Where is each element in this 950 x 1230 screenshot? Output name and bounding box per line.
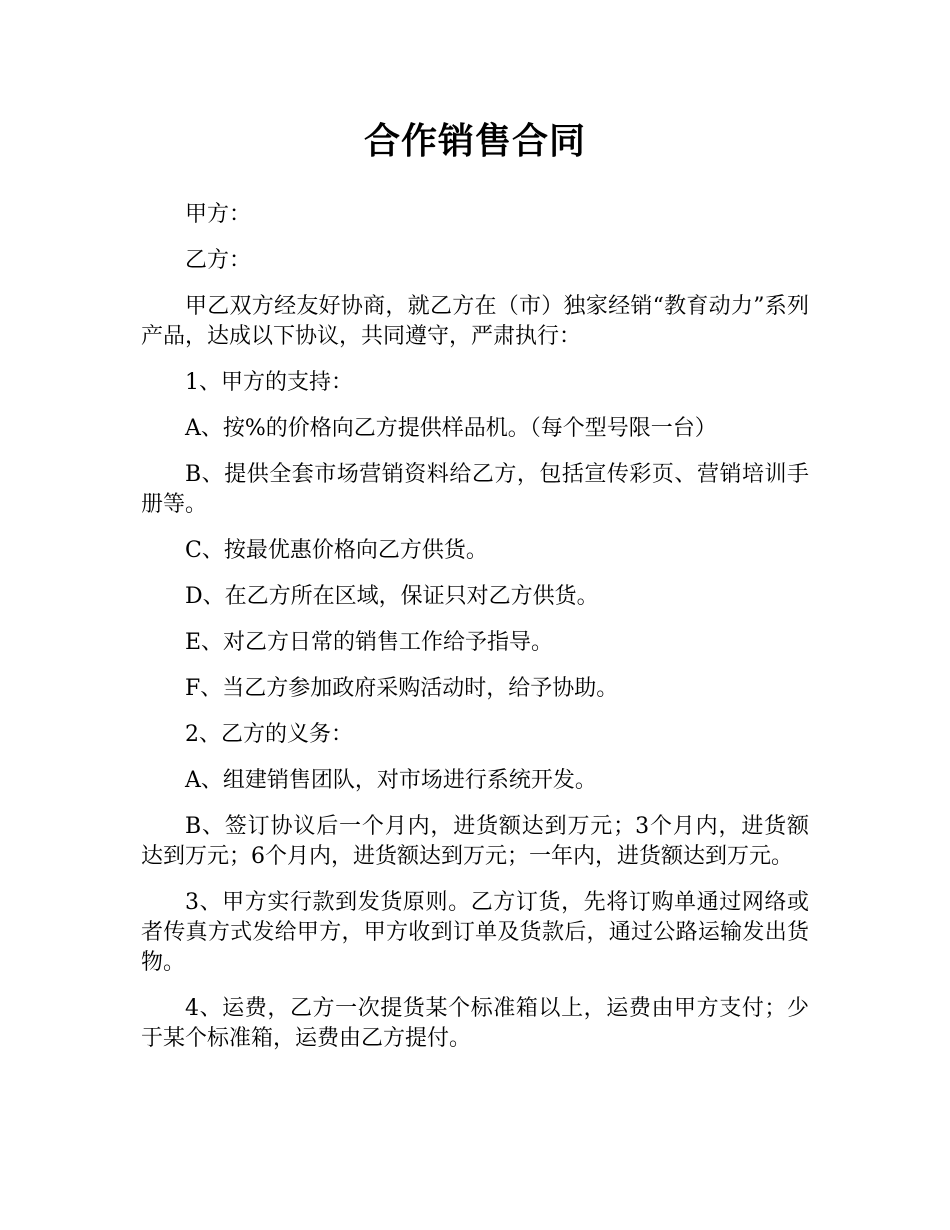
clause-1b: B、提供全套市场营销资料给乙方，包括宣传彩页、营销培训手册等。	[141, 462, 809, 517]
clause-1d: D、在乙方所在区域，保证只对乙方供货。	[185, 584, 599, 609]
clause-2b: B、签订协议后一个月内，进货额达到万元；3个月内，进货额达到万元；6个月内，进货额达到万元；一年内，进货额达到万元。	[141, 814, 809, 869]
party-a-line: 甲方：	[185, 202, 252, 227]
section-4-paragraph: 4、运费，乙方一次提货某个标准箱以上，运费由甲方支付；少于某个标准箱，运费由乙方提付。	[141, 996, 809, 1051]
clause-2a: A、组建销售团队，对市场进行系统开发。	[185, 768, 597, 793]
section-2-heading: 2、乙方的义务：	[185, 722, 353, 747]
contract-body	[141, 200, 809, 1070]
preamble-paragraph: 甲乙双方经友好协商，就乙方在（市）独家经销“教育动力”系列产品，达成以下协议，共同遵守，严肃执行：	[141, 294, 809, 349]
contract-title: 合作销售合同	[363, 121, 586, 162]
party-b-line: 乙方：	[185, 248, 252, 273]
clause-1a: A、按%的价格向乙方提供样品机。（每个型号限一台）	[185, 416, 717, 441]
section-1-heading: 1、甲方的支持：	[185, 370, 353, 395]
clause-1e: E、对乙方日常的销售工作给予指导。	[185, 630, 554, 655]
clause-1f: F、当乙方参加政府采购活动时，给予协助。	[185, 676, 619, 701]
clause-1c: C、按最优惠价格向乙方供货。	[185, 538, 488, 563]
section-3-paragraph: 3、甲方实行款到发货原则。乙方订货，先将订购单通过网络或者传真方式发给甲方，甲方收到订单及货款后，通过公路运输发出货物。	[141, 890, 809, 975]
